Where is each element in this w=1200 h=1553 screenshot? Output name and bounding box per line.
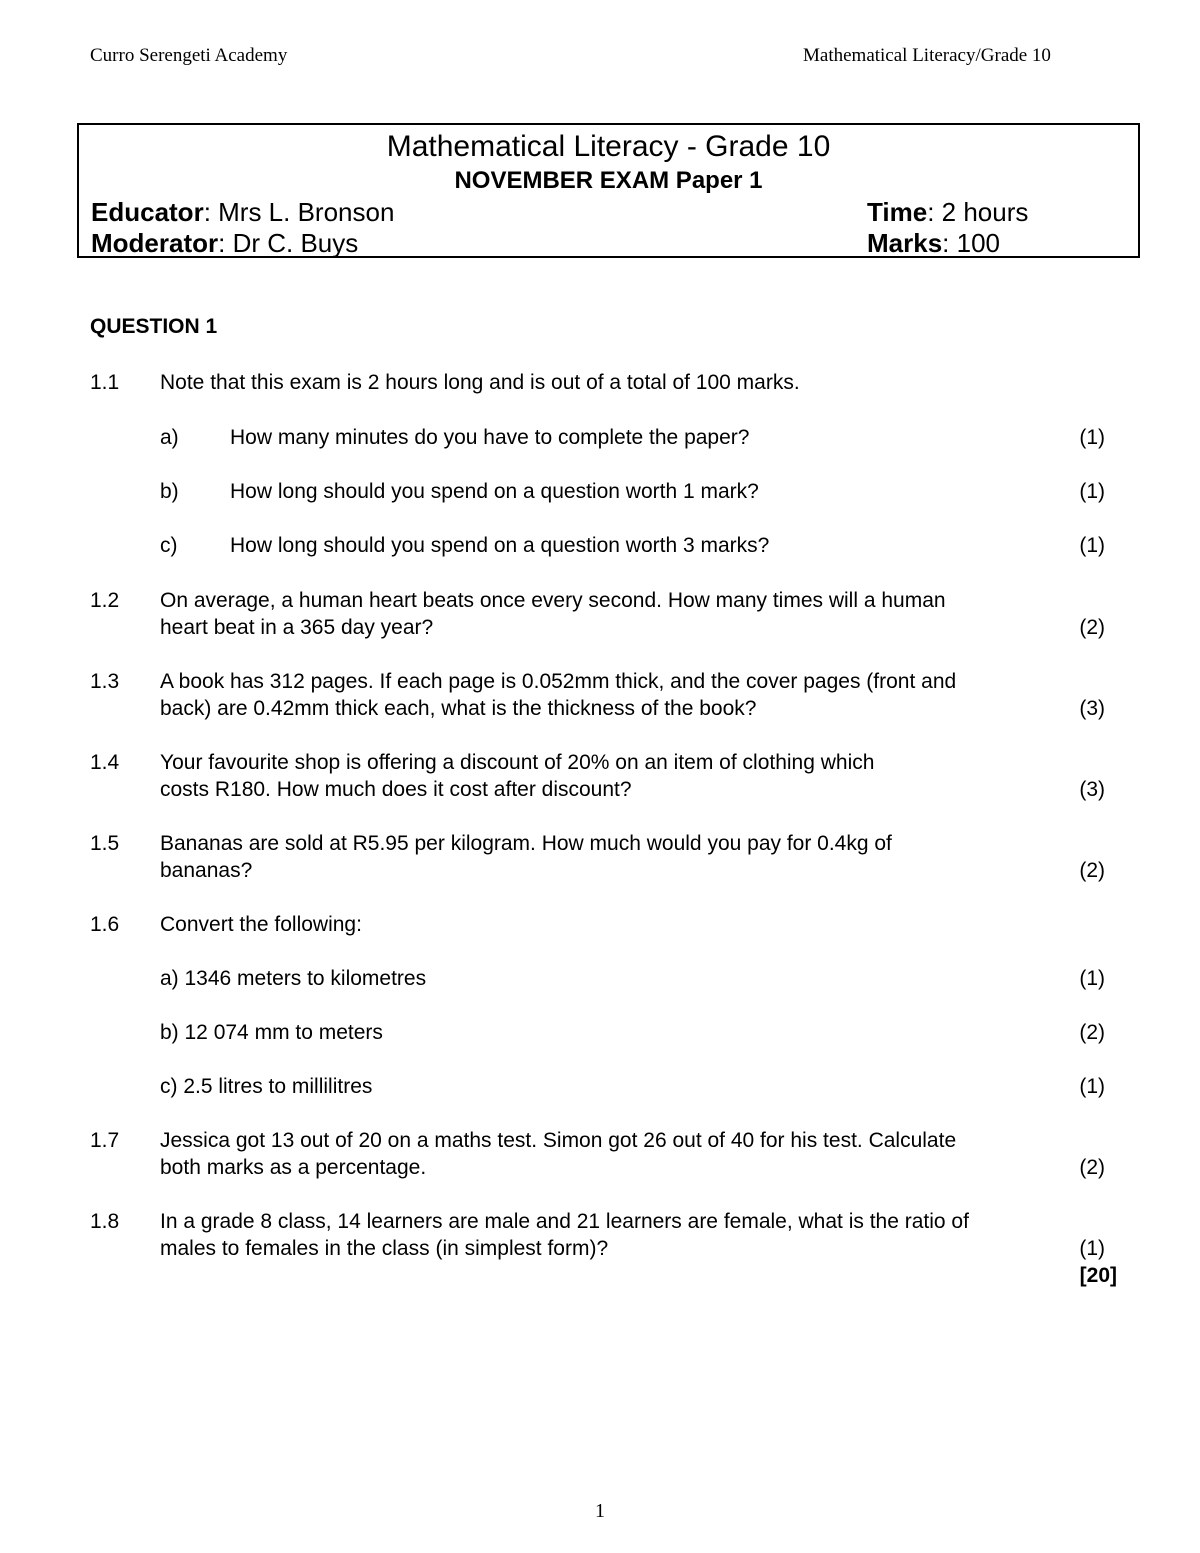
question-text-line-1: On average, a human heart beats once every second. How many times will a human [160, 589, 946, 612]
question-number: 1.6 [90, 913, 120, 936]
question-number: 1.1 [90, 371, 120, 394]
marks-line [867, 228, 1000, 258]
sub-question-text: How long should you spend on a question worth 1 mark? [230, 480, 759, 503]
question-total: [20] [1079, 1264, 1117, 1287]
mark-allocation: (3) [1079, 697, 1105, 720]
exam-title: Mathematical Literacy - Grade 10 [386, 130, 831, 163]
moderator-line [91, 228, 358, 258]
mark-allocation: (1) [1079, 534, 1105, 557]
sub-question-letter: b) [160, 480, 179, 503]
time-value: : 2 hours [927, 197, 1029, 227]
educator-label: Educator [91, 197, 204, 227]
question-text-line-2: costs R180. How much does it cost after discount? [160, 778, 632, 801]
mark-allocation: (2) [1079, 616, 1105, 639]
marks-value: : 100 [942, 228, 1000, 258]
page-number: 1 [595, 1500, 605, 1522]
mark-allocation: (1) [1079, 480, 1105, 503]
mark-allocation: (1) [1079, 1075, 1105, 1098]
question-text-line-1: Your favourite shop is offering a discount of 20% on an item of clothing which [160, 751, 875, 774]
mark-allocation: (3) [1079, 778, 1105, 801]
header-school-name: Curro Serengeti Academy [90, 45, 288, 66]
question-text-line-1: A book has 312 pages. If each page is 0.052mm thick, and the cover pages (front and [160, 670, 957, 693]
sub-question-text: How long should you spend on a question worth 3 marks? [230, 534, 770, 557]
exam-title-box [77, 123, 1140, 258]
question-text-line-1: Jessica got 13 out of 20 on a maths test. Simon got 26 out of 40 for his test. Calculate [160, 1129, 957, 1152]
mark-allocation: (1) [1079, 1237, 1105, 1260]
time-label: Time [867, 197, 928, 227]
sub-question-letter: c) [160, 534, 178, 557]
sub-question-text: How many minutes do you have to complete the paper? [230, 426, 750, 449]
marks-label: Marks [867, 228, 943, 258]
mark-allocation: (2) [1079, 859, 1105, 882]
question-number: 1.8 [90, 1210, 120, 1233]
question-text-line-2: heart beat in a 365 day year? [160, 616, 434, 639]
sub-question-text: a) 1346 meters to kilometres [160, 967, 427, 990]
sub-question-text: b) 12 074 mm to meters [160, 1021, 383, 1044]
mark-allocation: (1) [1079, 967, 1105, 990]
question-text-line-2: both marks as a percentage. [160, 1156, 427, 1179]
question-text-line-2: males to females in the class (in simplest form)? [160, 1237, 609, 1260]
question-text-line-1: In a grade 8 class, 14 learners are male and 21 learners are female, what is the ratio of [160, 1210, 969, 1233]
question-text-line-2: back) are 0.42mm thick each, what is the thickness of the book? [160, 697, 757, 720]
exam-subtitle: NOVEMBER EXAM Paper 1 [454, 167, 763, 194]
question-number: 1.3 [90, 670, 120, 693]
question-number: 1.4 [90, 751, 120, 774]
mark-allocation: (2) [1079, 1156, 1105, 1179]
header-subject: Mathematical Literacy/Grade 10 [803, 45, 1051, 66]
question-text: Convert the following: [160, 913, 362, 936]
sub-question-text: c) 2.5 litres to millilitres [160, 1075, 373, 1098]
question-text: Note that this exam is 2 hours long and is out of a total of 100 marks. [160, 371, 800, 394]
educator-line [91, 197, 394, 227]
moderator-value: : Dr C. Buys [218, 228, 359, 258]
question-number: 1.2 [90, 589, 120, 612]
sub-question-letter: a) [160, 426, 179, 449]
educator-value: : Mrs L. Bronson [203, 197, 395, 227]
question-number: 1.7 [90, 1129, 120, 1152]
mark-allocation: (1) [1079, 426, 1105, 449]
question-text-line-2: bananas? [160, 859, 253, 882]
time-line [867, 197, 1028, 227]
question-heading: QUESTION 1 [90, 315, 218, 338]
moderator-label: Moderator [91, 228, 219, 258]
question-text-line-1: Bananas are sold at R5.95 per kilogram. How much would you pay for 0.4kg of [160, 832, 892, 855]
question-number: 1.5 [90, 832, 120, 855]
mark-allocation: (2) [1079, 1021, 1105, 1044]
